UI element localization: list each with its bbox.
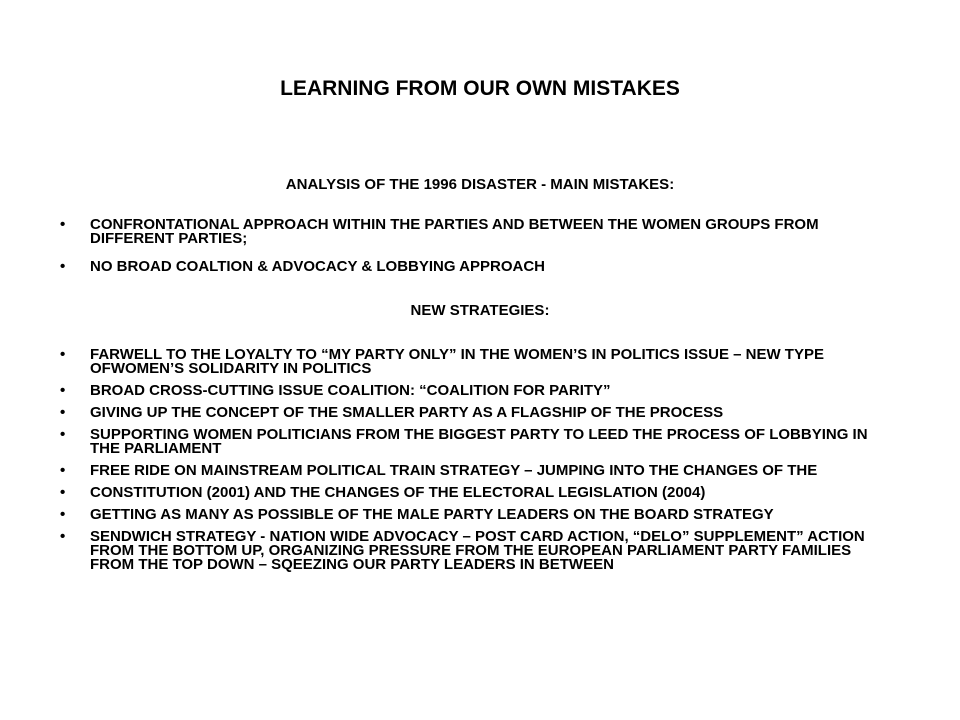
bullet-icon: • xyxy=(60,462,66,479)
list-item xyxy=(0,428,960,456)
list-item xyxy=(0,406,960,420)
bullet-icon: • xyxy=(60,216,66,233)
section-heading-strategies: NEW STRATEGIES: xyxy=(410,302,550,319)
list-item xyxy=(0,384,960,398)
list-item-text: GIVING UP THE CONCEPT OF THE SMALLER PARTY AS A FLAGSHIP OF THE PROCESS xyxy=(90,404,724,421)
slide-title: LEARNING FROM OUR OWN MISTAKES xyxy=(280,77,680,100)
list-item xyxy=(0,486,960,500)
bullet-icon: • xyxy=(60,346,66,363)
list-item-text: SUPPORTING WOMEN POLITICIANS FROM THE BIGGEST PARTY TO LEED THE PROCESS OF LOBBYING IN THE PARLIAMENT xyxy=(90,426,868,457)
list-item-text: BROAD CROSS-CUTTING ISSUE COALITION: “COALITION FOR PARITY” xyxy=(90,382,611,399)
bullet-icon: • xyxy=(60,528,66,545)
list-item-text: GETTING AS MANY AS POSSIBLE OF THE MALE PARTY LEADERS ON THE BOARD STRATEGY xyxy=(90,506,774,523)
list-item xyxy=(0,348,960,376)
list-item xyxy=(0,464,960,478)
bullet-icon: • xyxy=(60,484,66,501)
list-item xyxy=(0,218,960,246)
mistakes-list xyxy=(0,218,960,288)
strategies-list xyxy=(0,348,960,580)
list-item xyxy=(0,530,960,572)
bullet-icon: • xyxy=(60,404,66,421)
list-item-text: CONFRONTATIONAL APPROACH WITHIN THE PARTIES AND BETWEEN THE WOMEN GROUPS FROM DIFFERENT PARTIES; xyxy=(90,216,819,247)
bullet-icon: • xyxy=(60,258,66,275)
bullet-icon: • xyxy=(60,506,66,523)
section-heading-mistakes: ANALYSIS OF THE 1996 DISASTER - MAIN MISTAKES: xyxy=(285,176,675,193)
list-item-text: FARWELL TO THE LOYALTY TO “MY PARTY ONLY” IN THE WOMEN’S IN POLITICS ISSUE – NEW TYPE OFWOMEN’S SOLIDARITY IN POLITICS xyxy=(90,346,824,377)
bullet-icon: • xyxy=(60,426,66,443)
list-item-text: NO BROAD COALTION & ADVOCACY & LOBBYING APPROACH xyxy=(90,258,546,275)
bullet-icon: • xyxy=(60,382,66,399)
list-item-text: FREE RIDE ON MAINSTREAM POLITICAL TRAIN STRATEGY – JUMPING INTO THE CHANGES OF THE xyxy=(90,462,818,479)
list-item xyxy=(0,508,960,522)
list-item-text: SENDWICH STRATEGY - NATION WIDE ADVOCACY – POST CARD ACTION, “DELO” SUPPLEMENT” ACTION FROM THE BOTTOM UP, ORGANIZING PRESSURE FROM THE EUROPEAN PARLIAMENT PARTY FAMILIES FROM THE TOP DOWN – SQEEZING OUR PARTY LEADERS IN BETWEEN xyxy=(90,528,865,573)
list-item xyxy=(0,260,960,274)
list-item-text: CONSTITUTION (2001) AND THE CHANGES OF THE ELECTORAL LEGISLATION (2004) xyxy=(90,484,706,501)
